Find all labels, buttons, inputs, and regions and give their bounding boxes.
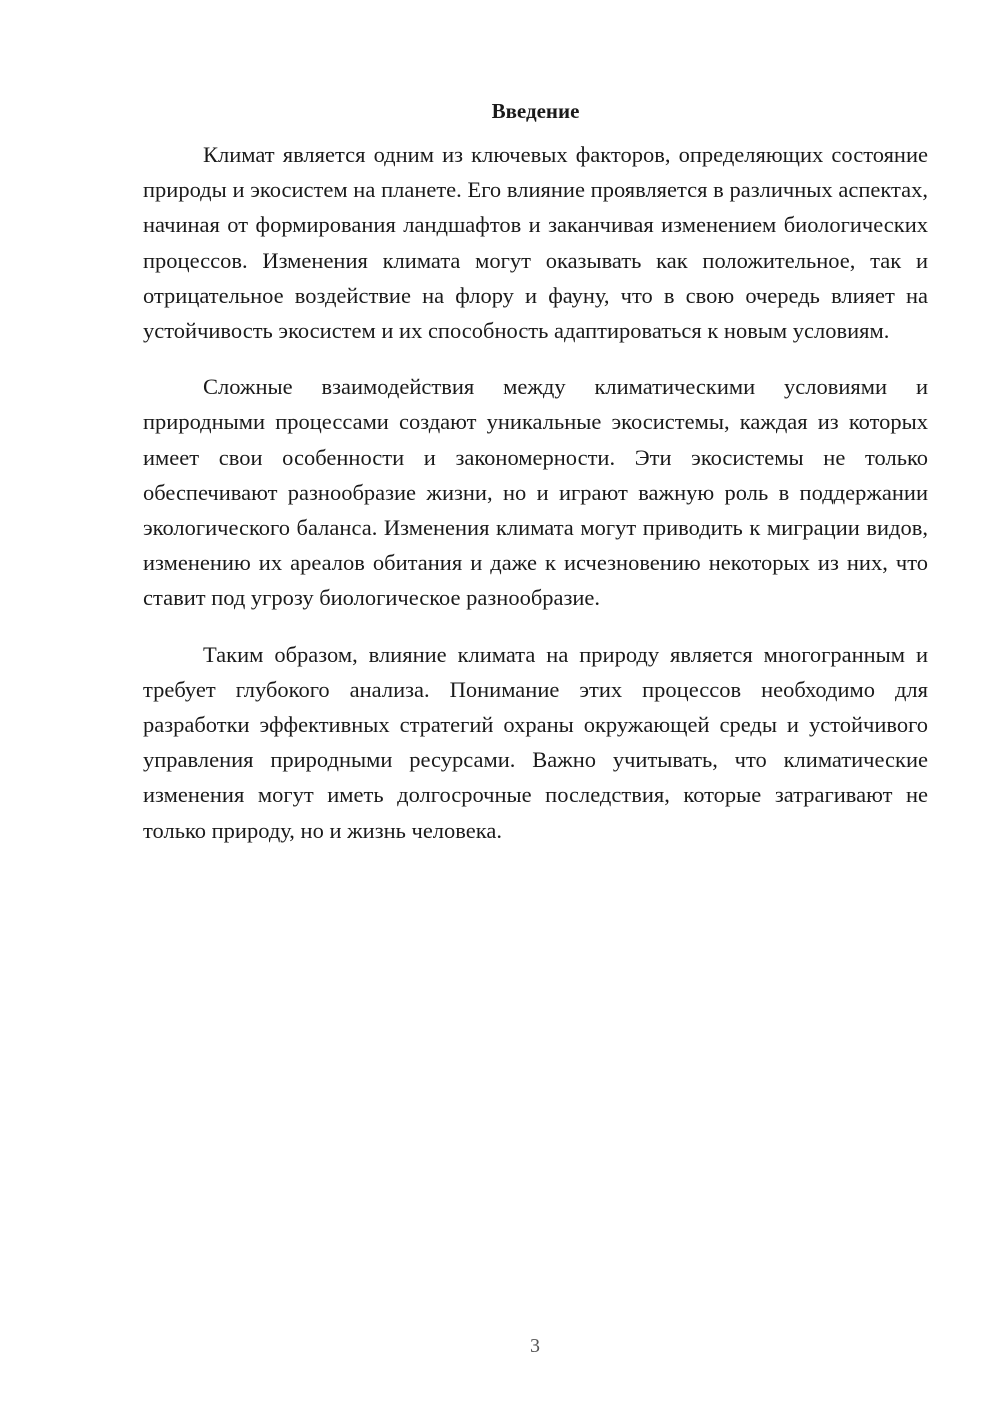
paragraph-3: Таким образом, влияние климата на природу является многогранным и требует глубокого анализа. Понимание этих процессов необходимо для разработки эффективных стратегий охраны окружающей среды и устойчивого управления природными ресурсами. Важно учитывать, что климатические изменения могут иметь долгосрочные последствия, которые затрагивают не только природу, но и жизнь человека. (143, 641, 928, 843)
paragraph-2: Сложные взаимодействия между климатическими условиями и природными процессами создают уникальные экосистемы, каждая из которых имеет свои особенности и закономерности. Эти экосистемы не только обеспечивают разнообразие жизни, но и играют важную роль в поддержании экологического баланса. Изменения климата могут приводить к миграции видов, изменению их ареалов обитания и даже к исчезновению некоторых из них, что ставит под угрозу биологическое разнообразие. (143, 374, 928, 611)
section-heading: Введение (491, 99, 580, 123)
page-number: 3 (530, 1335, 540, 1357)
paragraph-1: Климат является одним из ключевых факторов, определяющих состояние природы и экосистем на планете. Его влияние проявляется в различных аспектах, начиная от формирования ландшафтов и заканчивая изменением биологических процессов. Изменения климата могут оказывать как положительное, так и отрицательное воздействие на флору и фауну, что в свою очередь влияет на устойчивость экосистем и их способность адаптироваться к новым условиям. (143, 142, 928, 344)
document-page (143, 96, 928, 869)
